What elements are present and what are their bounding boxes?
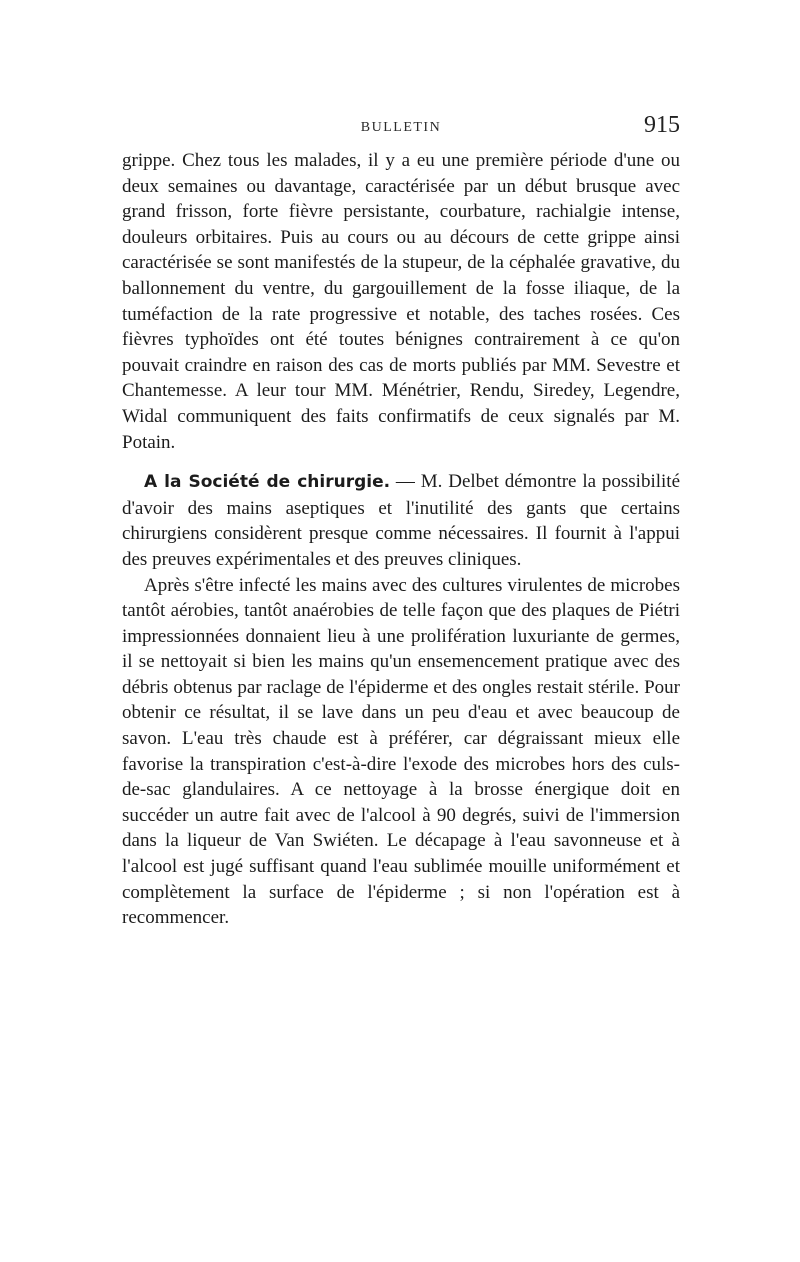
running-title: BULLETIN [360, 120, 442, 135]
body-text [122, 148, 680, 931]
running-head [122, 108, 680, 148]
document-page [122, 108, 680, 931]
page-number: 915 [644, 112, 680, 138]
paragraph-experiment: Après s'être infecté les mains avec des cultures virulentes de microbes tantôt aérobies, tantôt anaérobies de telle façon que des plaques de Piétri impressionnées donnaient lieu à une prolifération luxuriante de germes, il se nettoyait si bien les mains qu'un ensemencement pratique avec des débris obtenus par raclage de l'épiderme et des ongles restait stérile. Pour obtenir ce résultat, il se lave dans un peu d'eau et avec beaucoup de savon. L'eau très chaude est à préférer, car dégraissant mieux elle favorise la transpiration c'est-à-dire l'exode des microbes hors des culs-de-sac glandulaires. A ce nettoyage à la brosse énergique doit en succéder un autre fait avec de l'alcool à 90 degrés, suivi de l'immersion dans la liqueur de Van Swiéten. Le décapage à l'eau savonneuse et à l'alcool est jugé suffisant quand l'eau sublimée mouille uniformément et complètement la surface de l'épiderme ; si non l'opération est à recommencer. [122, 574, 680, 929]
section-heading: A la Société de chirurgie. [144, 472, 391, 493]
paragraph-societe-chirurgie [122, 469, 680, 572]
paragraph-delbet-text: — M. Delbet démontre la possibilité d'avoir des mains aseptiques et l'inutilité des gants que certains chirurgiens considèrent presque comme nécessaires. Il fournit à l'appui des preuves expérimentales et des preuves cliniques. [122, 471, 680, 570]
paragraph-grippe: grippe. Chez tous les malades, il y a eu une première période d'une ou deux semaines ou davantage, caractérisée par un début brusque avec grand frisson, forte fièvre persistante, courbature, rachialgie intense, douleurs orbitaires. Puis au cours ou au décours de cette grippe ainsi caractérisée se sont manifestés de la stupeur, de la céphalée gravative, du ballonnement du ventre, du gargouillement de la fosse iliaque, de la tuméfaction de la rate progressive et notable, des taches rosées. Ces fièvres typhoïdes ont été toutes bénignes contrairement à ce qu'on pouvait craindre en raison des cas de morts publiés par MM. Sevestre et Chantemesse. A leur tour MM. Ménétrier, Rendu, Siredey, Legendre, Widal communiquent des faits confirmatifs de ceux signalés par M. Potain. [122, 150, 680, 453]
